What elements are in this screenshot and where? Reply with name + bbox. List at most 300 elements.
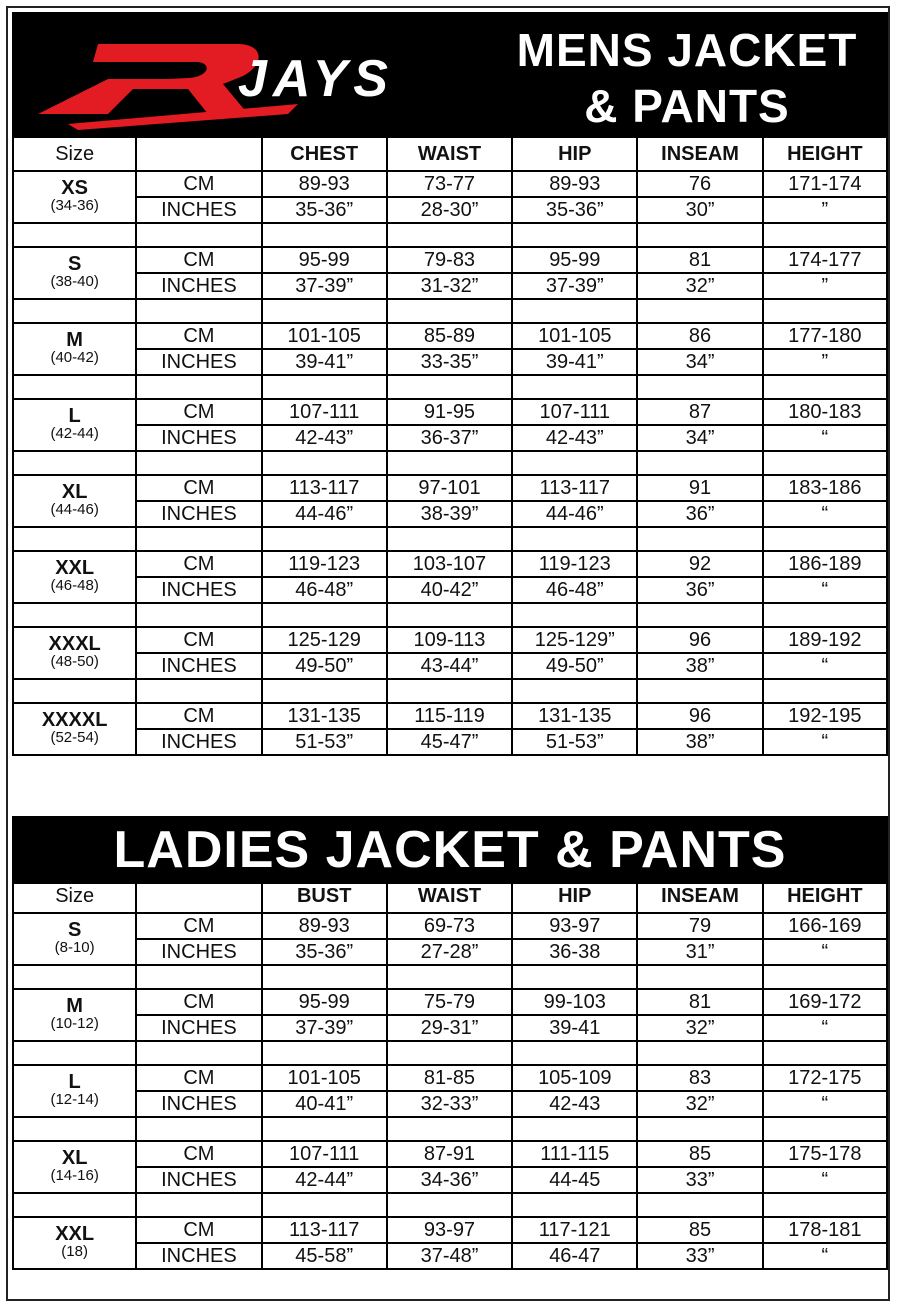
column-header: Size: [13, 137, 136, 171]
table-cell: 107-111: [512, 399, 637, 425]
table-cell: 119-123: [262, 551, 387, 577]
column-header: HIP: [512, 879, 637, 913]
table-cell: 87: [637, 399, 762, 425]
empty-cell: [637, 965, 762, 989]
table-cell: INCHES: [136, 939, 261, 965]
table-cell: 28-30”: [387, 197, 512, 223]
table-cell: CM: [136, 627, 261, 653]
table-cell: 33”: [637, 1167, 762, 1193]
table-cell: 79: [637, 913, 762, 939]
size-label: M: [66, 329, 83, 351]
size-label: XXL: [55, 557, 95, 579]
spacer-row: [13, 375, 887, 399]
table-cell: 171-174: [763, 171, 887, 197]
table-cell: 125-129”: [512, 627, 637, 653]
empty-cell: [13, 1041, 136, 1065]
table-cell: “: [763, 653, 887, 679]
empty-cell: [763, 679, 887, 703]
table-cell: 49-50”: [262, 653, 387, 679]
size-cell: [13, 1065, 136, 1117]
table-row-inches: [13, 653, 887, 679]
empty-cell: [13, 965, 136, 989]
table-cell: 35-36”: [262, 197, 387, 223]
table-cell: 32”: [637, 1091, 762, 1117]
size-cell: [13, 247, 136, 299]
column-header: [136, 137, 261, 171]
column-header: INSEAM: [637, 137, 762, 171]
table-cell: 49-50”: [512, 653, 637, 679]
mens-title: [492, 22, 882, 134]
table-cell: 44-45: [512, 1167, 637, 1193]
table-cell: 169-172: [763, 989, 887, 1015]
table-cell: 44-46”: [262, 501, 387, 527]
empty-cell: [136, 527, 261, 551]
size-range: (8-10): [54, 939, 95, 956]
table-cell: 46-47: [512, 1243, 637, 1269]
table-cell: 34”: [637, 349, 762, 375]
table-cell: 36-38: [512, 939, 637, 965]
mens-title-line2: & PANTS: [584, 80, 790, 132]
size-label: L: [68, 405, 81, 427]
empty-cell: [763, 527, 887, 551]
mens-size-table: [12, 136, 888, 756]
table-cell: 109-113: [387, 627, 512, 653]
table-cell: 117-121: [512, 1217, 637, 1243]
empty-cell: [512, 1117, 637, 1141]
table-cell: 86: [637, 323, 762, 349]
size-label: L: [68, 1071, 81, 1093]
table-cell: INCHES: [136, 197, 261, 223]
empty-cell: [763, 965, 887, 989]
table-cell: 89-93: [262, 913, 387, 939]
table-cell: 113-117: [262, 1217, 387, 1243]
empty-cell: [763, 1117, 887, 1141]
table-cell: 101-105: [512, 323, 637, 349]
size-cell: [13, 323, 136, 375]
size-cell: [13, 1217, 136, 1269]
table-row-inches: [13, 501, 887, 527]
header-row: [13, 137, 887, 171]
table-cell: 83: [637, 1065, 762, 1091]
table-cell: CM: [136, 1065, 261, 1091]
empty-cell: [136, 603, 261, 627]
empty-cell: [136, 223, 261, 247]
table-cell: ”: [763, 349, 887, 375]
spacer-row: [13, 679, 887, 703]
table-cell: 32”: [637, 1015, 762, 1041]
spacer-row: [13, 1193, 887, 1217]
rjays-logo: [38, 34, 458, 130]
table-row-cm: [13, 171, 887, 197]
empty-cell: [387, 299, 512, 323]
size-label: XL: [61, 481, 88, 503]
mens-title-line1: MENS JACKET: [516, 24, 858, 76]
table-cell: 27-28”: [387, 939, 512, 965]
empty-cell: [13, 679, 136, 703]
empty-cell: [262, 965, 387, 989]
table-row-cm: [13, 323, 887, 349]
size-label: XXXXL: [41, 709, 108, 731]
spacer-row: [13, 299, 887, 323]
empty-cell: [262, 603, 387, 627]
table-cell: 42-43”: [262, 425, 387, 451]
table-row-inches: [13, 939, 887, 965]
table-cell: CM: [136, 1217, 261, 1243]
size-range: (42-44): [50, 425, 99, 442]
table-cell: 89-93: [262, 171, 387, 197]
empty-cell: [13, 1193, 136, 1217]
table-cell: INCHES: [136, 501, 261, 527]
table-cell: 101-105: [262, 323, 387, 349]
table-cell: INCHES: [136, 425, 261, 451]
spacer-row: [13, 527, 887, 551]
column-header: CHEST: [262, 137, 387, 171]
empty-cell: [262, 679, 387, 703]
size-cell: [13, 171, 136, 223]
table-cell: CM: [136, 551, 261, 577]
table-cell: CM: [136, 475, 261, 501]
table-row-inches: [13, 577, 887, 603]
empty-cell: [13, 375, 136, 399]
table-row-cm: [13, 1065, 887, 1091]
empty-cell: [136, 965, 261, 989]
table-cell: CM: [136, 989, 261, 1015]
table-cell: 125-129: [262, 627, 387, 653]
table-cell: 93-97: [512, 913, 637, 939]
table-cell: 186-189: [763, 551, 887, 577]
empty-cell: [637, 1117, 762, 1141]
table-cell: 45-47”: [387, 729, 512, 755]
table-cell: “: [763, 1091, 887, 1117]
table-cell: 37-39”: [262, 273, 387, 299]
table-cell: CM: [136, 703, 261, 729]
ladies-title: LADIES JACKET & PANTS: [12, 816, 888, 884]
table-cell: 42-43”: [512, 425, 637, 451]
table-cell: INCHES: [136, 653, 261, 679]
empty-cell: [637, 451, 762, 475]
table-cell: 40-41”: [262, 1091, 387, 1117]
spacer-row: [13, 965, 887, 989]
table-cell: “: [763, 729, 887, 755]
empty-cell: [136, 1041, 261, 1065]
column-header: HEIGHT: [763, 137, 887, 171]
table-cell: 33-35”: [387, 349, 512, 375]
column-header: BUST: [262, 879, 387, 913]
column-header: [136, 879, 261, 913]
table-row-cm: [13, 1141, 887, 1167]
table-cell: INCHES: [136, 1015, 261, 1041]
table-cell: “: [763, 577, 887, 603]
header-row: [13, 879, 887, 913]
table-cell: 79-83: [387, 247, 512, 273]
table-cell: INCHES: [136, 729, 261, 755]
table-cell: 105-109: [512, 1065, 637, 1091]
table-cell: “: [763, 939, 887, 965]
table-row-inches: [13, 1167, 887, 1193]
size-range: (18): [61, 1243, 88, 1260]
empty-cell: [262, 375, 387, 399]
size-cell: [13, 627, 136, 679]
table-cell: 34-36”: [387, 1167, 512, 1193]
empty-cell: [387, 965, 512, 989]
table-cell: 36”: [637, 501, 762, 527]
rjays-logo-graphic: [38, 34, 458, 130]
table-cell: CM: [136, 399, 261, 425]
empty-cell: [13, 223, 136, 247]
size-range: (48-50): [50, 653, 99, 670]
empty-cell: [387, 1193, 512, 1217]
table-cell: INCHES: [136, 349, 261, 375]
table-row-cm: [13, 551, 887, 577]
table-cell: 69-73: [387, 913, 512, 939]
table-cell: 178-181: [763, 1217, 887, 1243]
table-cell: CM: [136, 913, 261, 939]
empty-cell: [512, 1041, 637, 1065]
size-range: (46-48): [50, 577, 99, 594]
size-cell: [13, 475, 136, 527]
table-cell: ”: [763, 197, 887, 223]
table-cell: 95-99: [262, 247, 387, 273]
table-cell: CM: [136, 247, 261, 273]
empty-cell: [637, 679, 762, 703]
empty-cell: [262, 299, 387, 323]
table-cell: 36-37”: [387, 425, 512, 451]
table-cell: “: [763, 425, 887, 451]
size-cell: [13, 399, 136, 451]
empty-cell: [387, 375, 512, 399]
table-cell: 37-39”: [262, 1015, 387, 1041]
empty-cell: [13, 527, 136, 551]
table-cell: 29-31”: [387, 1015, 512, 1041]
size-range: (14-16): [50, 1167, 99, 1184]
svg-text:JAYS: JAYS: [238, 50, 394, 108]
size-label: XXL: [55, 1223, 95, 1245]
size-cell: [13, 551, 136, 603]
size-label: S: [67, 253, 82, 275]
table-cell: 113-117: [262, 475, 387, 501]
table-cell: 42-44”: [262, 1167, 387, 1193]
empty-cell: [262, 451, 387, 475]
empty-cell: [13, 603, 136, 627]
table-cell: 101-105: [262, 1065, 387, 1091]
table-cell: 89-93: [512, 171, 637, 197]
table-cell: 111-115: [512, 1141, 637, 1167]
table-cell: 175-178: [763, 1141, 887, 1167]
empty-cell: [637, 527, 762, 551]
empty-cell: [512, 965, 637, 989]
table-cell: 113-117: [512, 475, 637, 501]
column-header: INSEAM: [637, 879, 762, 913]
table-cell: 107-111: [262, 1141, 387, 1167]
empty-cell: [512, 223, 637, 247]
column-header: Size: [13, 879, 136, 913]
empty-cell: [13, 451, 136, 475]
table-cell: 85-89: [387, 323, 512, 349]
spacer-row: [13, 223, 887, 247]
table-cell: 51-53”: [262, 729, 387, 755]
table-cell: 45-58”: [262, 1243, 387, 1269]
table-row-inches: [13, 1015, 887, 1041]
table-cell: 37-39”: [512, 273, 637, 299]
column-header: HEIGHT: [763, 879, 887, 913]
column-header: WAIST: [387, 879, 512, 913]
empty-cell: [637, 603, 762, 627]
empty-cell: [136, 1117, 261, 1141]
empty-cell: [262, 223, 387, 247]
table-cell: 95-99: [512, 247, 637, 273]
table-cell: 92: [637, 551, 762, 577]
table-cell: 93-97: [387, 1217, 512, 1243]
table-cell: 31-32”: [387, 273, 512, 299]
table-cell: 183-186: [763, 475, 887, 501]
table-cell: 34”: [637, 425, 762, 451]
table-cell: 131-135: [512, 703, 637, 729]
table-row-inches: [13, 425, 887, 451]
table-cell: 85: [637, 1217, 762, 1243]
table-row-inches: [13, 729, 887, 755]
empty-cell: [136, 451, 261, 475]
table-cell: 87-91: [387, 1141, 512, 1167]
table-cell: 39-41”: [262, 349, 387, 375]
ladies-size-table: [12, 878, 888, 1270]
table-cell: 91: [637, 475, 762, 501]
table-cell: CM: [136, 171, 261, 197]
size-range: (10-12): [50, 1015, 99, 1032]
empty-cell: [387, 1117, 512, 1141]
size-label: XXXL: [48, 633, 101, 655]
table-row-inches: [13, 273, 887, 299]
table-cell: 35-36”: [262, 939, 387, 965]
table-row-cm: [13, 399, 887, 425]
table-cell: 40-42”: [387, 577, 512, 603]
empty-cell: [512, 299, 637, 323]
table-cell: 36”: [637, 577, 762, 603]
table-cell: 131-135: [262, 703, 387, 729]
empty-cell: [13, 1117, 136, 1141]
spacer-row: [13, 451, 887, 475]
table-cell: 30”: [637, 197, 762, 223]
table-row-cm: [13, 989, 887, 1015]
table-cell: 97-101: [387, 475, 512, 501]
empty-cell: [387, 223, 512, 247]
empty-cell: [763, 451, 887, 475]
empty-cell: [512, 1193, 637, 1217]
empty-cell: [512, 451, 637, 475]
empty-cell: [387, 679, 512, 703]
table-cell: 39-41: [512, 1015, 637, 1041]
table-cell: CM: [136, 1141, 261, 1167]
empty-cell: [136, 299, 261, 323]
size-cell: [13, 989, 136, 1041]
table-cell: 95-99: [262, 989, 387, 1015]
empty-cell: [512, 679, 637, 703]
mens-header: [12, 12, 888, 136]
table-row-inches: [13, 197, 887, 223]
size-label: XS: [61, 177, 88, 199]
table-cell: 81-85: [387, 1065, 512, 1091]
table-row-inches: [13, 1091, 887, 1117]
size-range: (12-14): [50, 1091, 99, 1108]
empty-cell: [387, 1041, 512, 1065]
table-row-cm: [13, 475, 887, 501]
size-chart: [12, 12, 888, 1300]
table-cell: 46-48”: [262, 577, 387, 603]
table-cell: CM: [136, 323, 261, 349]
table-cell: 32-33”: [387, 1091, 512, 1117]
table-cell: 73-77: [387, 171, 512, 197]
empty-cell: [637, 299, 762, 323]
empty-cell: [763, 223, 887, 247]
table-cell: INCHES: [136, 273, 261, 299]
empty-cell: [763, 375, 887, 399]
table-cell: 96: [637, 627, 762, 653]
table-cell: “: [763, 501, 887, 527]
table-cell: 38-39”: [387, 501, 512, 527]
table-row-inches: [13, 349, 887, 375]
spacer-row: [13, 1117, 887, 1141]
table-cell: 35-36”: [512, 197, 637, 223]
table-cell: “: [763, 1167, 887, 1193]
table-cell: 38”: [637, 729, 762, 755]
table-cell: 91-95: [387, 399, 512, 425]
empty-cell: [512, 375, 637, 399]
table-cell: 166-169: [763, 913, 887, 939]
spacer-row: [13, 1041, 887, 1065]
size-range: (44-46): [50, 501, 99, 518]
empty-cell: [387, 527, 512, 551]
table-cell: 180-183: [763, 399, 887, 425]
empty-cell: [387, 603, 512, 627]
table-cell: 119-123: [512, 551, 637, 577]
table-row-cm: [13, 913, 887, 939]
table-cell: 107-111: [262, 399, 387, 425]
table-cell: 39-41”: [512, 349, 637, 375]
size-range: (52-54): [50, 729, 99, 746]
empty-cell: [763, 1041, 887, 1065]
table-cell: 76: [637, 171, 762, 197]
empty-cell: [763, 603, 887, 627]
empty-cell: [637, 1041, 762, 1065]
empty-cell: [262, 527, 387, 551]
column-header: HIP: [512, 137, 637, 171]
empty-cell: [387, 451, 512, 475]
size-range: (34-36): [50, 197, 99, 214]
table-cell: 192-195: [763, 703, 887, 729]
empty-cell: [512, 527, 637, 551]
table-cell: 37-48”: [387, 1243, 512, 1269]
size-label: XL: [61, 1147, 88, 1169]
table-cell: INCHES: [136, 577, 261, 603]
table-cell: 174-177: [763, 247, 887, 273]
table-cell: 51-53”: [512, 729, 637, 755]
empty-cell: [136, 375, 261, 399]
table-cell: 32”: [637, 273, 762, 299]
table-cell: 99-103: [512, 989, 637, 1015]
table-cell: 33”: [637, 1243, 762, 1269]
empty-cell: [763, 1193, 887, 1217]
table-row-cm: [13, 247, 887, 273]
table-cell: 43-44”: [387, 653, 512, 679]
table-row-inches: [13, 1243, 887, 1269]
table-row-cm: [13, 627, 887, 653]
table-cell: 103-107: [387, 551, 512, 577]
table-cell: 44-46”: [512, 501, 637, 527]
table-cell: INCHES: [136, 1091, 261, 1117]
table-cell: 96: [637, 703, 762, 729]
table-cell: 81: [637, 247, 762, 273]
table-cell: “: [763, 1015, 887, 1041]
table-row-cm: [13, 1217, 887, 1243]
